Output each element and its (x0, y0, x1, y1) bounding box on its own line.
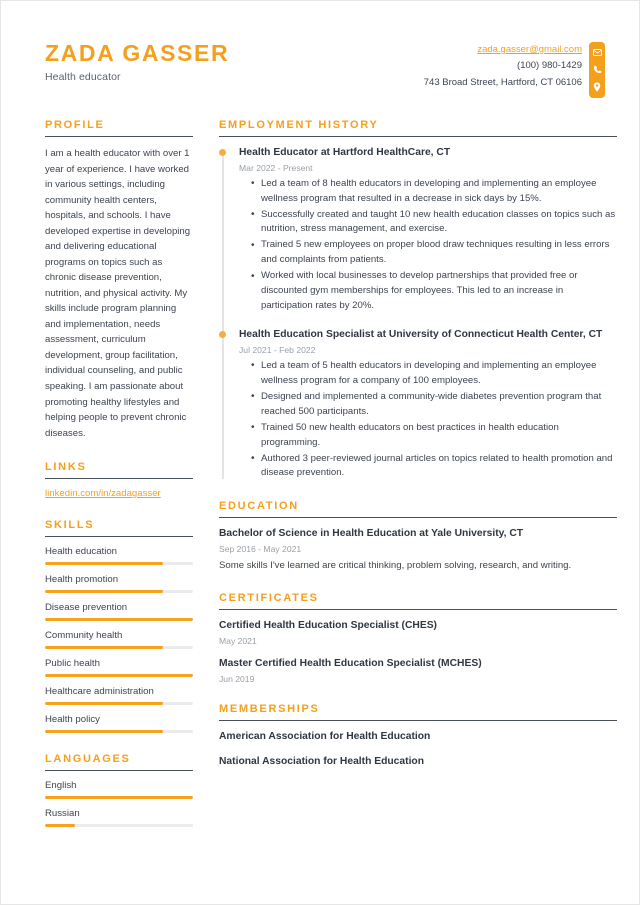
certificate-title: Master Certified Health Education Specialist (MCHES) (219, 657, 482, 669)
resume-header (1, 1, 639, 111)
employment-bullet: • Designed and implemented a community-wide diabetes prevention program that reached 500 participants. (261, 390, 617, 420)
skill-level-track (45, 562, 193, 565)
candidate-name: ZADA GASSER (45, 40, 230, 66)
education-heading: EDUCATION (219, 500, 299, 513)
employment-bullet: • Trained 50 new health educators on best practices in health education programming. (261, 421, 617, 451)
profile-heading: PROFILE (45, 119, 105, 131)
skill-level-fill (45, 674, 193, 677)
profile-divider (45, 136, 193, 137)
skill-level-track (45, 674, 193, 677)
education-divider (219, 517, 617, 518)
skill-item (45, 574, 193, 593)
profile-text: I am a health educator with over 1 year of experience. I have worked in various settings, including community health centers, hospitals, and schools. I have developed expertise in developing and delivering educational programs on topics such as chronic disease prevention, nutrition, and physical activity. My skills include program planning and implementation, needs assessment, curriculum development, group facilitation, individual counseling, and public speaking. I am passionate about promoting healthy lifestyles and helping people to prevent chronic diseases. (45, 148, 191, 439)
link-item[interactable]: linkedin.com/in/zadagasser (45, 488, 161, 500)
employment-bullet: • Led a team of 5 health educators in developing and implementing an employee wellness program for a company of 100 employees. (261, 359, 617, 389)
employment-bullet: • Successfully created and taught 10 new health education classes on topics such as nutrition, stress management, and exercise. (261, 208, 617, 238)
section-memberships (219, 703, 617, 770)
section-skills (45, 519, 193, 733)
skill-item (45, 630, 193, 649)
links-heading: LINKS (45, 461, 87, 474)
membership-entry (219, 755, 617, 770)
languages-divider (45, 770, 193, 771)
skill-level-track (45, 590, 193, 593)
skill-label: Health policy (45, 714, 100, 726)
employment-title: Health Educator at Hartford HealthCare, CT (239, 147, 451, 158)
employment-entry (239, 146, 617, 314)
skill-level-track (45, 730, 193, 733)
education-list (219, 527, 617, 573)
envelope-icon (589, 45, 605, 60)
skill-level-fill (45, 590, 163, 593)
language-item (45, 808, 193, 827)
memberships-divider (219, 720, 617, 721)
skill-label: Healthcare administration (45, 686, 154, 698)
phone-icon (589, 62, 605, 77)
membership-title: American Association for Health Education (219, 730, 431, 742)
languages-heading: LANGUAGES (45, 753, 131, 766)
employment-bullet-list (239, 359, 617, 482)
left-column (1, 119, 219, 847)
certificates-heading: CERTIFICATES (219, 592, 319, 605)
certificate-entry (219, 619, 617, 646)
contact-address: 743 Broad Street, Hartford, CT 06106 (423, 76, 582, 88)
employment-bullet: • Authored 3 peer-reviewed journal articles on topics related to health promotion and disease prevention. (261, 452, 617, 482)
certificate-entry (219, 657, 617, 684)
contact-email[interactable]: zada.gasser@gmail.com (477, 44, 582, 55)
skill-level-track (45, 618, 193, 621)
skill-label: Community health (45, 630, 123, 642)
section-links (45, 461, 193, 499)
timeline-dot-icon (219, 149, 226, 156)
skill-level-fill (45, 562, 163, 565)
employment-date: Jul 2021 - Feb 2022 (239, 344, 316, 355)
membership-title: National Association for Health Education (219, 756, 425, 768)
resume-body (1, 111, 639, 847)
skill-level-track (45, 702, 193, 705)
language-level-track (45, 824, 193, 827)
employment-title: Health Education Specialist at University of Connecticut Health Center, CT (239, 329, 603, 341)
education-date: Sep 2016 - May 2021 (219, 544, 302, 555)
contact-block (424, 42, 605, 98)
employment-date: Mar 2022 - Present (239, 162, 313, 173)
certificate-date: May 2021 (219, 635, 257, 646)
timeline-dot-icon (219, 331, 226, 338)
skills-heading: SKILLS (45, 519, 95, 532)
skill-level-track (45, 646, 193, 649)
skills-divider (45, 536, 193, 537)
certificates-divider (219, 609, 617, 610)
right-column (219, 119, 639, 847)
skill-item (45, 686, 193, 705)
employment-timeline (219, 146, 617, 481)
contact-email-row (424, 42, 582, 58)
language-item (45, 780, 193, 799)
language-label: English (45, 780, 77, 792)
employment-bullet-list (239, 177, 617, 315)
memberships-heading: MEMBERSHIPS (219, 702, 320, 715)
skill-level-fill (45, 730, 163, 733)
contact-icon-bar (589, 42, 605, 98)
section-languages (45, 753, 193, 827)
certificates-list (219, 619, 617, 683)
languages-list (45, 780, 193, 827)
employment-bullet: • Trained 5 new employees on proper blood draw techniques resulting in less errors and complaints from patients. (261, 238, 617, 268)
skill-label: Public health (45, 658, 100, 670)
language-level-fill (45, 824, 75, 827)
language-level-track (45, 796, 193, 799)
employment-entry (239, 328, 617, 481)
skill-label: Health promotion (45, 574, 119, 586)
language-label: Russian (45, 808, 80, 820)
contact-lines (424, 42, 589, 91)
section-certificates (219, 592, 617, 683)
skill-item (45, 714, 193, 733)
skill-item (45, 546, 193, 565)
certificate-title: Certified Health Education Specialist (CHES) (219, 620, 437, 632)
skill-level-fill (45, 702, 163, 705)
skill-item (45, 658, 193, 677)
skill-label: Health education (45, 546, 118, 558)
section-education (219, 500, 617, 573)
language-level-fill (45, 796, 193, 799)
employment-bullet: • Worked with local businesses to develop partnerships that provided free or discounted gym memberships for employees. This led to an increase in participation rates by 20%. (261, 269, 617, 314)
contact-phone: (100) 980-1429 (517, 60, 582, 72)
skill-label: Disease prevention (45, 602, 128, 614)
employment-heading: EMPLOYMENT HISTORY (219, 119, 379, 131)
location-pin-icon (589, 79, 605, 94)
links-divider (45, 478, 193, 479)
skills-list (45, 546, 193, 733)
certificate-date: Jun 2019 (219, 673, 255, 684)
education-description: Some skills I've learned are critical thinking, problem solving, research, and writing. (219, 560, 572, 572)
skill-level-fill (45, 646, 163, 649)
education-title: Bachelor of Science in Health Education at Yale University, CT (219, 528, 524, 540)
skill-level-fill (45, 618, 193, 621)
memberships-list (219, 730, 617, 770)
candidate-job-title: Health educator (45, 71, 121, 84)
employment-divider (219, 136, 617, 137)
section-employment (219, 119, 617, 481)
membership-entry (219, 730, 617, 745)
education-entry (219, 527, 617, 573)
skill-item (45, 602, 193, 621)
section-profile (45, 119, 193, 441)
employment-bullet: • Led a team of 8 health educators in developing and implementing an employee wellness program that resulted in a decrease in sick days by 15%. (261, 177, 617, 207)
